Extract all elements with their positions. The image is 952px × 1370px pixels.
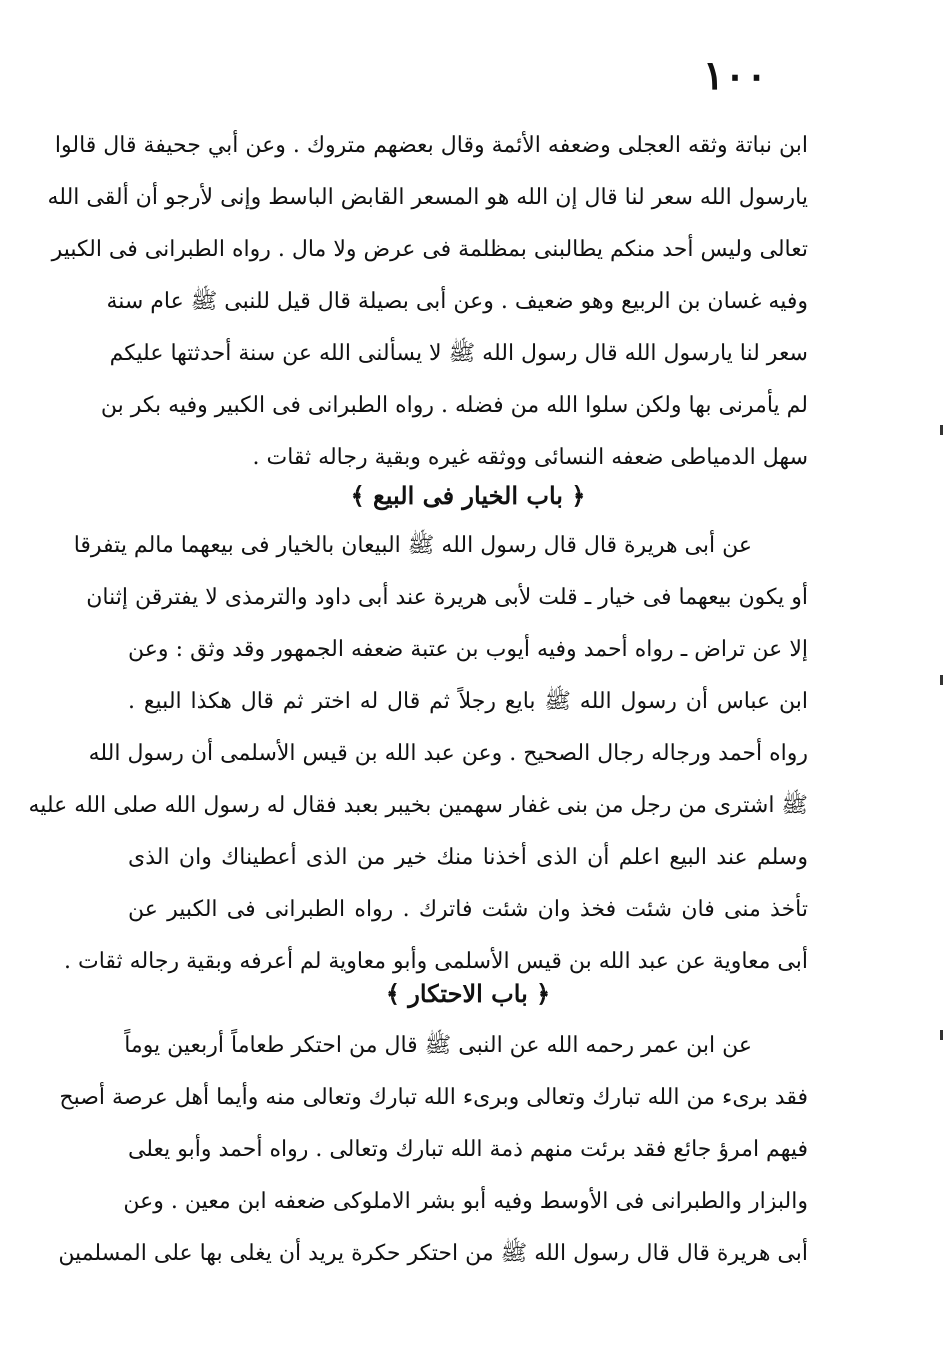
text-line: عن ابن عمر رحمه الله عن النبى ﷺ قال من احتكر طعاماً أربعين يوماً <box>124 1033 752 1058</box>
text-line: سهل الدمياطى ضعفه النسائى ووثقه غيره وبقية رجاله ثقات . <box>252 445 808 470</box>
section-2-paragraph <box>28 520 808 988</box>
text-line: فقد برىء من الله تبارك وتعالى وبرىء الله تبارك وتعالى منه وأيما أهل عرصة أصبح <box>59 1085 808 1110</box>
text-line: وسلم عند البيع اعلم أن الذى أخذنا منك خير من الذى أعطيناك وان الذى <box>128 845 808 870</box>
scan-margin-mark <box>940 1030 943 1040</box>
text-line: إلا عن تراض ـ رواه أحمد وفيه أيوب بن عتبة ضعفه الجمهور وقد وثق : وعن <box>128 637 808 662</box>
chapter-heading-khiyar: ﴿ باب الخيار فى البيع ﴾ <box>350 481 586 510</box>
text-line: أبى معاوية عن عبد الله بن قيس الأسلمى وأبو معاوية لم أعرفه وبقية رجاله ثقات . <box>64 949 808 974</box>
scan-margin-mark <box>940 425 943 435</box>
section-1-paragraph <box>47 120 808 484</box>
text-line: ابن نباتة وثقه العجلى وضعفه الأئمة وقال بعضهم متروك . وعن أبي جحيفة قال قالوا <box>54 133 808 158</box>
text-line: فيهم امرؤ جائع فقد برئت منهم ذمة الله تبارك وتعالى . رواه أحمد وأبو يعلى <box>127 1137 808 1162</box>
text-line: لم يأمرنى بها ولكن سلوا الله من فضله . رواه الطبرانى فى الكبير وفيه بكر بن <box>100 393 808 418</box>
text-line: رواه أحمد ورجاله رجال الصحيح . وعن عبد الله بن قيس الأسلمى أن رسول الله <box>88 741 808 766</box>
text-line: تعالى وليس أحد منكم يطالبنى بمظلمة فى عرض ولا مال . رواه الطبرانى فى الكبير <box>51 237 808 262</box>
text-line: وفيه غسان بن الربيع وهو ضعيف . وعن أبى بصيلة قال قيل للنبى ﷺ عام سنة <box>106 289 808 314</box>
text-line: ﷺ اشترى من رجل من بنى غفار سهمين بخيبر بعبد فقال له رسول الله صلى الله عليه <box>28 793 808 818</box>
text-line: تأخذ منى فان شئت فخذ وان شئت فاترك . رواه الطبرانى فى الكبير عن <box>128 897 808 922</box>
text-line: أبى هريرة قال قال رسول الله ﷺ من احتكر حكرة يريد أن يغلى بها على المسلمين <box>58 1241 808 1266</box>
chapter-heading-ihtikar: ﴿ باب الاحتكار ﴾ <box>385 979 551 1008</box>
text-line: ابن عباس أن رسول الله ﷺ بايع رجلاً ثم قال له اختر ثم قال هكذا البيع . <box>128 689 808 714</box>
section-3-paragraph <box>58 1020 808 1280</box>
text-line: أو يكون بيعهما فى خيار ـ قلت لأبى هريرة عند أبى داود والترمذى لا يفترقن إثنان <box>86 585 808 610</box>
text-line: والبزار والطبرانى فى الأوسط وفيه أبو بشر الاملوكى ضعفه ابن معين . وعن <box>123 1189 808 1214</box>
text-line: عن أبى هريرة قال قال رسول الله ﷺ البيعان بالخيار فى بيعهما مالم يتفرقا <box>73 533 752 558</box>
text-line: يارسول الله سعر لنا قال إن الله هو المسعر القابض الباسط وإنى لأرجو أن ألقى الله <box>47 185 808 210</box>
text-line: سعر لنا يارسول الله قال رسول الله ﷺ لا يسألنى الله عن سنة أحدثتها عليكم <box>109 341 808 366</box>
page-number: ١٠٠ <box>702 52 768 99</box>
scan-margin-mark <box>940 675 943 685</box>
